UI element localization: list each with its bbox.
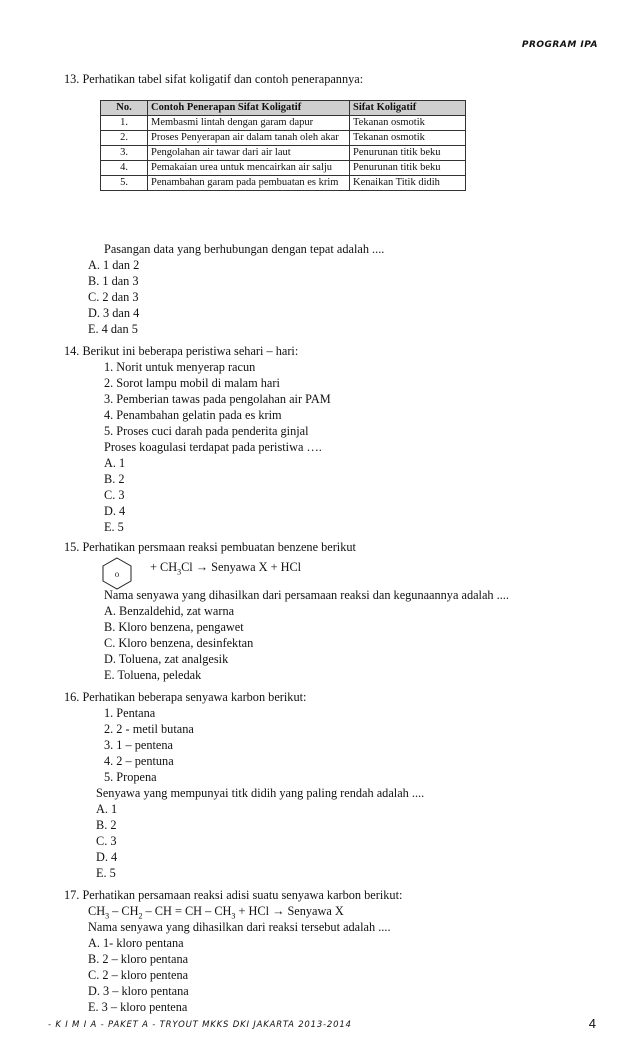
benzene-ring-icon xyxy=(100,556,134,590)
q15-option-b: B. Kloro benzena, pengawet xyxy=(104,620,244,634)
q16-stem: 16. Perhatikan beberapa senyawa karbon berikut: xyxy=(64,690,307,704)
footer-text: - K I M I A - PAKET A - TRYOUT MKKS DKI JAKARTA 2013-2014 xyxy=(48,1020,352,1030)
q17-option-e: E. 3 – kloro pentena xyxy=(88,1000,188,1014)
q14-item-3: 3. Pemberian tawas pada pengolahan air PAM xyxy=(104,392,331,406)
q17-eq-part: CH xyxy=(88,904,106,918)
cell-sifat: Tekanan osmotik xyxy=(350,116,466,131)
q17-eq-sub: 3 xyxy=(105,911,110,921)
q17-eq-part: – CH = CH – CH xyxy=(142,904,232,918)
cell-contoh: Pemakaian urea untuk mencairkan air salju xyxy=(148,161,350,176)
koligatif-table xyxy=(100,100,466,191)
table-row xyxy=(101,116,466,131)
table-row xyxy=(101,176,466,191)
q14-option-b: B. 2 xyxy=(104,472,125,486)
q17-option-b: B. 2 – kloro pentana xyxy=(88,952,189,966)
q15-reaction xyxy=(150,560,301,576)
col-header-sifat: Sifat Koligatif xyxy=(350,101,466,116)
q16-option-e: E. 5 xyxy=(96,866,116,880)
table-row xyxy=(101,131,466,146)
q15-question: Nama senyawa yang dihasilkan dari persamaan reaksi dan kegunaannya adalah .... xyxy=(104,588,509,602)
q13-option-c: C. 2 dan 3 xyxy=(88,290,139,304)
q17-stem: 17. Perhatikan persamaan reaksi adisi suatu senyawa karbon berikut: xyxy=(64,888,403,902)
page-number: 4 xyxy=(588,1016,596,1031)
program-header: PROGRAM IPA xyxy=(521,40,598,50)
cell-no: 4. xyxy=(101,161,148,176)
cell-contoh: Penambahan garam pada pembuatan es krim xyxy=(148,176,350,191)
col-header-no: No. xyxy=(101,101,148,116)
cell-sifat: Penurunan titik beku xyxy=(350,146,466,161)
q16-item-2: 2. 2 - metil butana xyxy=(104,722,194,736)
q16-option-d: D. 4 xyxy=(96,850,118,864)
cell-sifat: Kenaikan Titik didih xyxy=(350,176,466,191)
cell-no: 1. xyxy=(101,116,148,131)
q15-reaction-rest: Cl → Senyawa X + HCl xyxy=(181,560,302,574)
cell-contoh: Membasmi lintah dengan garam dapur xyxy=(148,116,350,131)
cell-no: 5. xyxy=(101,176,148,191)
q13-stem: 13. Perhatikan tabel sifat koligatif dan contoh penerapannya: xyxy=(64,72,364,86)
benzene-ring-label: o xyxy=(114,569,120,579)
q15-option-d: D. Toluena, zat analgesik xyxy=(104,652,229,666)
q14-item-5: 5. Proses cuci darah pada penderita ginjal xyxy=(104,424,309,438)
q16-item-3: 3. 1 – pentena xyxy=(104,738,173,752)
cell-no: 3. xyxy=(101,146,148,161)
q15-option-c: C. Kloro benzena, desinfektan xyxy=(104,636,254,650)
q16-item-5: 5. Propena xyxy=(104,770,157,784)
q16-option-b: B. 2 xyxy=(96,818,117,832)
q17-option-c: C. 2 – kloro pentena xyxy=(88,968,189,982)
cell-contoh: Pengolahan air tawar dari air laut xyxy=(148,146,350,161)
q16-item-1: 1. Pentana xyxy=(104,706,156,720)
q15-reagent: + CH xyxy=(150,560,178,574)
q17-option-d: D. 3 – kloro pentana xyxy=(88,984,189,998)
q16-item-4: 4. 2 – pentuna xyxy=(104,754,174,768)
q13-option-a: A. 1 dan 2 xyxy=(88,258,140,272)
q17-eq-part: – CH xyxy=(109,904,139,918)
q17-option-a: A. 1- kloro pentana xyxy=(88,936,184,950)
q17-eq-sub: 2 xyxy=(138,911,143,921)
q16-option-c: C. 3 xyxy=(96,834,117,848)
q14-question: Proses koagulasi terdapat pada peristiwa …. xyxy=(104,440,322,454)
q17-eq-sub: 3 xyxy=(231,911,236,921)
q17-eq-part: + HCl → Senyawa X xyxy=(235,904,344,918)
cell-contoh: Proses Penyerapan air dalam tanah oleh akar xyxy=(148,131,350,146)
q14-option-c: C. 3 xyxy=(104,488,125,502)
q15-option-a: A. Benzaldehid, zat warna xyxy=(104,604,235,618)
q14-item-1: 1. Norit untuk menyerap racun xyxy=(104,360,256,374)
q14-item-4: 4. Penambahan gelatin pada es krim xyxy=(104,408,282,422)
table-row xyxy=(101,161,466,176)
q17-question: Nama senyawa yang dihasilkan dari reaksi tersebut adalah .... xyxy=(88,920,391,934)
table-row xyxy=(101,146,466,161)
q14-option-e: E. 5 xyxy=(104,520,124,534)
q16-question: Senyawa yang mempunyai titk didih yang paling rendah adalah .... xyxy=(96,786,425,800)
q13-option-b: B. 1 dan 3 xyxy=(88,274,139,288)
col-header-contoh: Contoh Penerapan Sifat Koligatif xyxy=(148,101,350,116)
q15-option-e: E. Toluena, peledak xyxy=(104,668,202,682)
q14-option-d: D. 4 xyxy=(104,504,126,518)
q16-option-a: A. 1 xyxy=(96,802,118,816)
q15-stem: 15. Perhatikan persmaan reaksi pembuatan benzene berikut xyxy=(64,540,356,554)
q13-option-d: D. 3 dan 4 xyxy=(88,306,140,320)
q14-stem: 14. Berikut ini beberapa peristiwa sehari – hari: xyxy=(64,344,299,358)
cell-no: 2. xyxy=(101,131,148,146)
cell-sifat: Penurunan titik beku xyxy=(350,161,466,176)
q14-item-2: 2. Sorot lampu mobil di malam hari xyxy=(104,376,280,390)
q17-equation xyxy=(88,904,344,920)
table-header-row xyxy=(101,101,466,116)
q15-reagent-sub: 3 xyxy=(177,567,182,577)
q14-option-a: A. 1 xyxy=(104,456,126,470)
q13-question: Pasangan data yang berhubungan dengan tepat adalah .... xyxy=(104,242,385,256)
cell-sifat: Tekanan osmotik xyxy=(350,131,466,146)
q13-option-e: E. 4 dan 5 xyxy=(88,322,138,336)
